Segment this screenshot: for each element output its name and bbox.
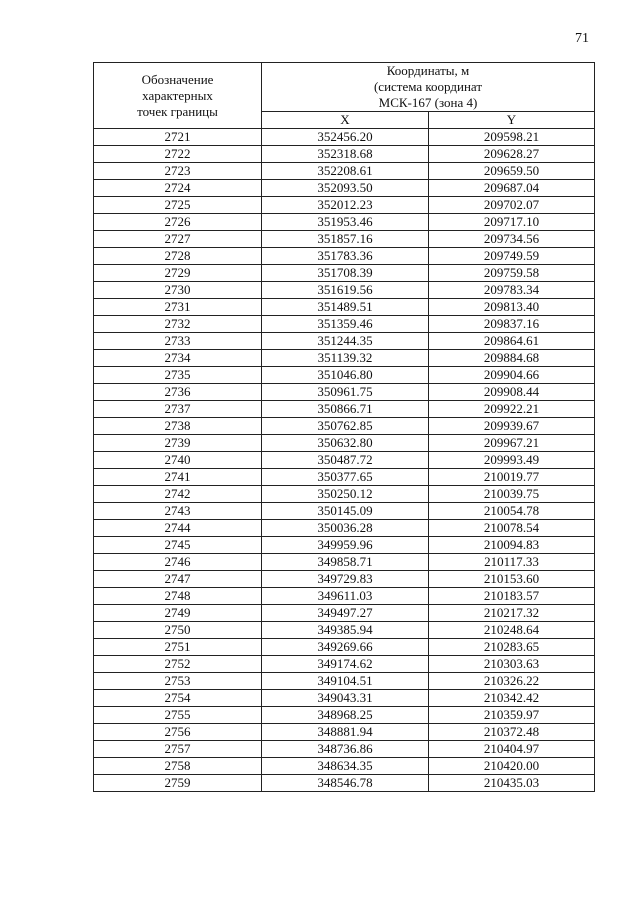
y-coordinate-cell: 210404.97 [429,741,595,758]
point-id-cell: 2745 [94,537,262,554]
point-id-cell: 2758 [94,758,262,775]
x-coordinate-cell: 351359.46 [262,316,429,333]
point-id-cell: 2721 [94,129,262,146]
table-row [94,231,595,248]
y-coordinate-cell: 209884.68 [429,350,595,367]
table-row [94,554,595,571]
y-coordinate-cell: 210326.22 [429,673,595,690]
point-id-cell: 2738 [94,418,262,435]
table-row [94,452,595,469]
x-coordinate-cell: 349043.31 [262,690,429,707]
x-coordinate-cell: 349729.83 [262,571,429,588]
point-id-cell: 2747 [94,571,262,588]
point-id-cell: 2750 [94,622,262,639]
y-coordinate-cell: 210117.33 [429,554,595,571]
table-row [94,571,595,588]
point-id-cell: 2753 [94,673,262,690]
x-coordinate-cell: 350961.75 [262,384,429,401]
y-coordinate-cell: 209598.21 [429,129,595,146]
point-id-cell: 2728 [94,248,262,265]
header-point-designation: Обозначение характерных точек границы [94,63,262,129]
point-id-cell: 2722 [94,146,262,163]
y-coordinate-cell: 210078.54 [429,520,595,537]
x-coordinate-cell: 351619.56 [262,282,429,299]
point-id-cell: 2759 [94,775,262,792]
table-row [94,129,595,146]
y-coordinate-cell: 209813.40 [429,299,595,316]
table-row [94,537,595,554]
y-coordinate-cell: 210303.63 [429,656,595,673]
table-row [94,588,595,605]
point-id-cell: 2751 [94,639,262,656]
point-id-cell: 2748 [94,588,262,605]
table-row [94,333,595,350]
point-id-cell: 2736 [94,384,262,401]
point-id-cell: 2732 [94,316,262,333]
point-id-cell: 2725 [94,197,262,214]
table-row [94,758,595,775]
x-coordinate-cell: 352318.68 [262,146,429,163]
x-coordinate-cell: 350250.12 [262,486,429,503]
x-coordinate-cell: 349174.62 [262,656,429,673]
x-coordinate-cell: 350036.28 [262,520,429,537]
table-row [94,265,595,282]
x-coordinate-cell: 349858.71 [262,554,429,571]
table-row [94,163,595,180]
x-coordinate-cell: 349959.96 [262,537,429,554]
table-row [94,622,595,639]
point-id-cell: 2730 [94,282,262,299]
table-row [94,673,595,690]
table-row [94,520,595,537]
x-coordinate-cell: 352093.50 [262,180,429,197]
table-row [94,707,595,724]
point-id-cell: 2737 [94,401,262,418]
coordinates-table [93,62,595,792]
header-y: Y [429,112,595,129]
x-coordinate-cell: 352208.61 [262,163,429,180]
x-coordinate-cell: 352456.20 [262,129,429,146]
table-row [94,469,595,486]
y-coordinate-cell: 209659.50 [429,163,595,180]
x-coordinate-cell: 348968.25 [262,707,429,724]
table-row [94,214,595,231]
point-id-cell: 2734 [94,350,262,367]
y-coordinate-cell: 209837.16 [429,316,595,333]
table-row [94,401,595,418]
table-row [94,486,595,503]
y-coordinate-cell: 209759.58 [429,265,595,282]
y-coordinate-cell: 209734.56 [429,231,595,248]
y-coordinate-cell: 210283.65 [429,639,595,656]
x-coordinate-cell: 351139.32 [262,350,429,367]
x-coordinate-cell: 348634.35 [262,758,429,775]
y-coordinate-cell: 209939.67 [429,418,595,435]
x-coordinate-cell: 352012.23 [262,197,429,214]
x-coordinate-cell: 350145.09 [262,503,429,520]
x-coordinate-cell: 349104.51 [262,673,429,690]
table-row [94,197,595,214]
y-coordinate-cell: 210435.03 [429,775,595,792]
point-id-cell: 2731 [94,299,262,316]
table-row [94,741,595,758]
y-coordinate-cell: 209783.34 [429,282,595,299]
x-coordinate-cell: 350377.65 [262,469,429,486]
x-coordinate-cell: 349611.03 [262,588,429,605]
point-id-cell: 2735 [94,367,262,384]
point-id-cell: 2754 [94,690,262,707]
table-row [94,248,595,265]
y-coordinate-cell: 209749.59 [429,248,595,265]
table-row [94,180,595,197]
point-id-cell: 2723 [94,163,262,180]
x-coordinate-cell: 348546.78 [262,775,429,792]
point-id-cell: 2749 [94,605,262,622]
table-row [94,690,595,707]
y-coordinate-cell: 210359.97 [429,707,595,724]
table-row [94,299,595,316]
point-id-cell: 2742 [94,486,262,503]
x-coordinate-cell: 348881.94 [262,724,429,741]
table-row [94,418,595,435]
table-row [94,350,595,367]
point-id-cell: 2755 [94,707,262,724]
table-row [94,503,595,520]
table-row [94,435,595,452]
point-id-cell: 2724 [94,180,262,197]
y-coordinate-cell: 209922.21 [429,401,595,418]
x-coordinate-cell: 350487.72 [262,452,429,469]
point-id-cell: 2741 [94,469,262,486]
page-number: 71 [575,31,589,46]
point-id-cell: 2727 [94,231,262,248]
point-id-cell: 2752 [94,656,262,673]
point-id-cell: 2746 [94,554,262,571]
x-coordinate-cell: 351857.16 [262,231,429,248]
table-header [94,63,595,129]
y-coordinate-cell: 209904.66 [429,367,595,384]
table-row [94,316,595,333]
point-id-cell: 2733 [94,333,262,350]
table-body [94,129,595,792]
point-id-cell: 2729 [94,265,262,282]
y-coordinate-cell: 210217.32 [429,605,595,622]
x-coordinate-cell: 349269.66 [262,639,429,656]
point-id-cell: 2740 [94,452,262,469]
x-coordinate-cell: 351783.36 [262,248,429,265]
point-id-cell: 2744 [94,520,262,537]
point-id-cell: 2726 [94,214,262,231]
y-coordinate-cell: 210372.48 [429,724,595,741]
header-x: X [262,112,429,129]
y-coordinate-cell: 209864.61 [429,333,595,350]
y-coordinate-cell: 210094.83 [429,537,595,554]
y-coordinate-cell: 209702.07 [429,197,595,214]
table-row [94,367,595,384]
header-coordinates: Координаты, м (система координат МСК-167 (зона 4) [262,63,595,112]
point-id-cell: 2739 [94,435,262,452]
y-coordinate-cell: 209993.49 [429,452,595,469]
y-coordinate-cell: 209908.44 [429,384,595,401]
table-row [94,639,595,656]
x-coordinate-cell: 349497.27 [262,605,429,622]
point-id-cell: 2756 [94,724,262,741]
y-coordinate-cell: 210248.64 [429,622,595,639]
x-coordinate-cell: 351046.80 [262,367,429,384]
x-coordinate-cell: 350762.85 [262,418,429,435]
table-row [94,146,595,163]
y-coordinate-cell: 209687.04 [429,180,595,197]
table-row [94,656,595,673]
table-row [94,282,595,299]
y-coordinate-cell: 210039.75 [429,486,595,503]
table-row [94,605,595,622]
y-coordinate-cell: 210342.42 [429,690,595,707]
table-row [94,775,595,792]
x-coordinate-cell: 350866.71 [262,401,429,418]
y-coordinate-cell: 210420.00 [429,758,595,775]
x-coordinate-cell: 351953.46 [262,214,429,231]
x-coordinate-cell: 349385.94 [262,622,429,639]
x-coordinate-cell: 348736.86 [262,741,429,758]
y-coordinate-cell: 209717.10 [429,214,595,231]
y-coordinate-cell: 209628.27 [429,146,595,163]
x-coordinate-cell: 351489.51 [262,299,429,316]
table-row [94,724,595,741]
table-row [94,384,595,401]
y-coordinate-cell: 210153.60 [429,571,595,588]
x-coordinate-cell: 351708.39 [262,265,429,282]
y-coordinate-cell: 210019.77 [429,469,595,486]
x-coordinate-cell: 351244.35 [262,333,429,350]
y-coordinate-cell: 210054.78 [429,503,595,520]
y-coordinate-cell: 210183.57 [429,588,595,605]
point-id-cell: 2743 [94,503,262,520]
x-coordinate-cell: 350632.80 [262,435,429,452]
point-id-cell: 2757 [94,741,262,758]
y-coordinate-cell: 209967.21 [429,435,595,452]
